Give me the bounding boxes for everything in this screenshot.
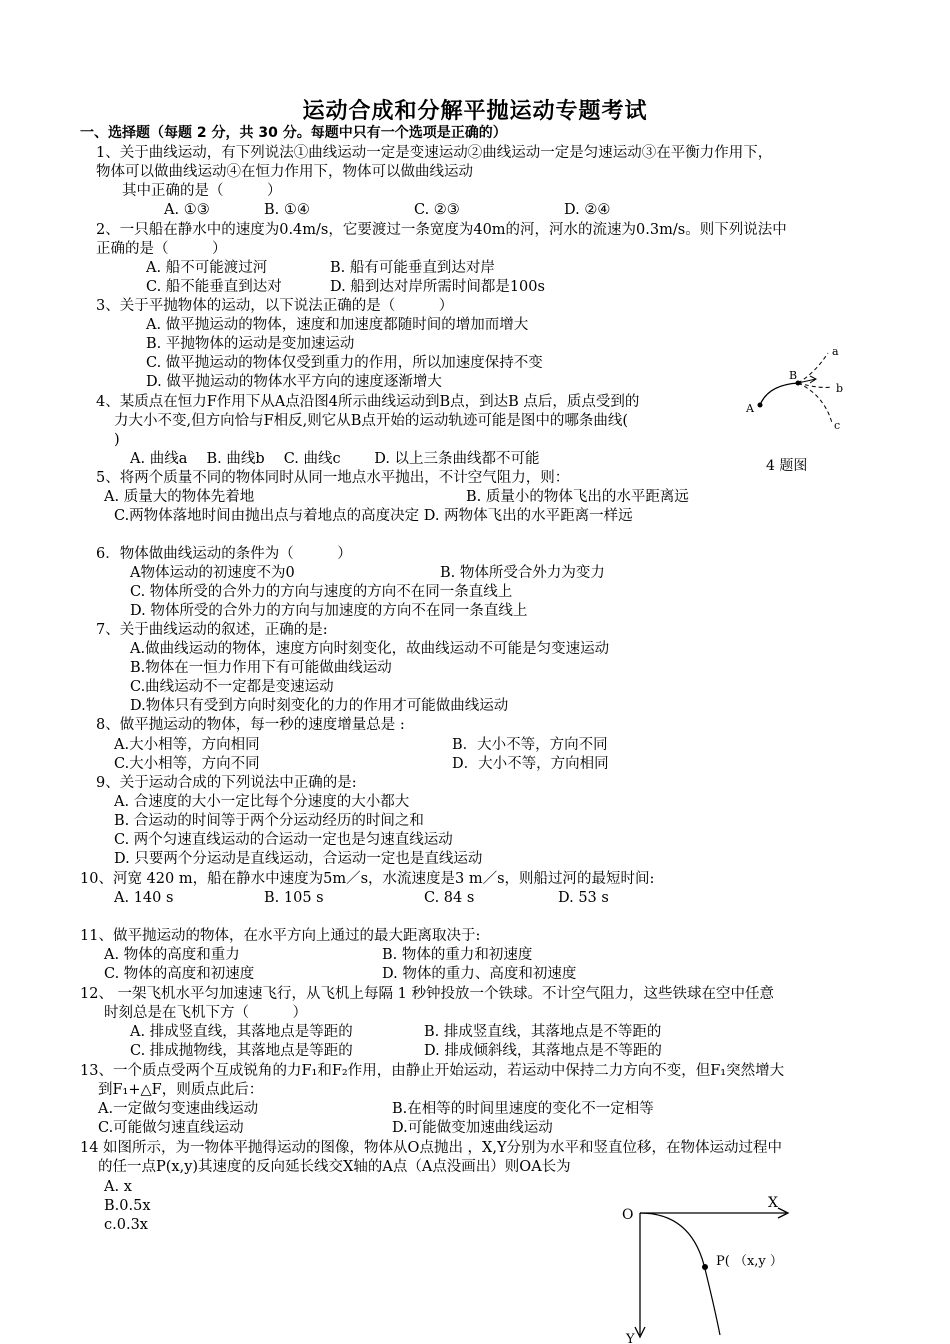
- q6-option-c: C. 物体所受的合外力的方向与速度的方向不在同一条直线上: [130, 584, 513, 600]
- q3-option-b: B. 平抛物体的运动是变加速运动: [146, 336, 355, 352]
- point-p: [702, 1264, 708, 1270]
- q14-option-a: A. x: [104, 1179, 132, 1195]
- label-curve-c: c: [834, 419, 841, 432]
- q8-option-a: A.大小相等，方向相同: [114, 737, 260, 753]
- q13-option-d: D.可能做变加速曲线运动: [392, 1120, 553, 1136]
- q12-stem-line1: 12、 一架飞机水平匀加速速飞行，从飞机上每隔 1 秒钟投放一个铁球。不计空气阻力，这些铁球在空中任意: [80, 986, 774, 1002]
- q2-option-a: A. 船不可能渡过河: [146, 260, 268, 276]
- q11-option-c: C. 物体的高度和初速度: [104, 966, 255, 982]
- page-title: 运动合成和分解平抛运动专题考试: [302, 99, 648, 124]
- q1-stem-line2: 物体可以做曲线运动④在恒力作用下，物体可以做曲线运动: [96, 164, 473, 180]
- q10-option-b: B. 105 s: [264, 890, 324, 906]
- q10-option-d: D. 53 s: [558, 890, 609, 906]
- q1-option-a: A. ①③: [164, 202, 210, 218]
- q9-option-b: B. 合运动的时间等于两个分运动经历的时间之和: [114, 813, 424, 829]
- q6-option-b: B. 物体所受合外力为变力: [440, 565, 605, 581]
- q12-option-b: B. 排成竖直线，其落地点是不等距的: [424, 1024, 662, 1040]
- q12-option-a: A. 排成竖直线，其落地点是等距的: [130, 1024, 353, 1040]
- q8-option-c: C.大小相等，方向不同: [114, 756, 260, 772]
- q12-stem-line2: 时刻总是在飞机下方（ ）: [104, 1005, 307, 1021]
- q13-option-b: B.在相等的时间里速度的变化不一定相等: [392, 1101, 654, 1117]
- q9-stem: 9、关于运动合成的下列说法中正确的是:: [96, 775, 357, 791]
- point-a: [758, 403, 763, 408]
- q14-option-b: B.0.5x: [104, 1198, 151, 1214]
- q5-option-b: B. 质量小的物体飞出的水平距离远: [466, 489, 689, 505]
- q3-option-a: A. 做平抛运动的物体，速度和加速度都随时间的增加而增大: [146, 317, 529, 333]
- q2-stem-line2: 正确的是（ ）: [96, 241, 227, 257]
- q10-option-c: C. 84 s: [424, 890, 475, 906]
- label-a-lower: A: [746, 402, 754, 415]
- q10-stem: 10、河宽 420 m，船在静水中速度为5m／s，水流速度是3 m／s，则船过河的最短时间:: [80, 871, 655, 887]
- q13-stem-line2: 到F₁+△F，则质点此后：: [98, 1082, 264, 1098]
- q13-option-c: C.可能做匀速直线运动: [98, 1120, 244, 1136]
- q1-stem-line1: 1、关于曲线运动，有下列说法①曲线运动一定是变速运动②曲线运动一定是匀速运动③在平衡力作用下，: [96, 145, 773, 161]
- q14-stem-line2: 的任一点P(x,y)其速度的反向延长线交X轴的A点（A点没画出）则OA长为: [98, 1159, 571, 1175]
- q7-option-d: D.物体只有受到方向时刻变化的力的作用才可能做曲线运动: [130, 698, 509, 714]
- q7-option-a: A.做曲线运动的物体，速度方向时刻变化，故曲线运动不可能是匀变速运动: [130, 641, 610, 657]
- curve-a: [798, 353, 828, 383]
- q9-option-a: A. 合速度的大小一定比每个分速度的大小都大: [114, 794, 410, 810]
- q14-option-c: c.0.3x: [104, 1217, 148, 1233]
- q10-option-a: A. 140 s: [114, 890, 174, 906]
- q14-stem-line1: 14 如图所示，为一物体平抛得运动的图像，物体从O点抛出 ，X,Y分别为水平和竖直位移，在物体运动过程中: [80, 1140, 783, 1156]
- q1-option-c: C. ②③: [414, 202, 460, 218]
- curve-a-to-b: [760, 383, 798, 405]
- q4-figure-caption: 4 题图: [766, 458, 808, 474]
- label-curve-b: b: [836, 382, 844, 395]
- q8-option-d: D．大小不等，方向相同: [452, 756, 609, 772]
- q9-option-d: D. 只要两个分运动是直线运动，合运动一定也是直线运动: [114, 851, 483, 867]
- q3-option-d: D. 做平抛运动的物体水平方向的速度逐渐增大: [146, 374, 442, 390]
- q11-stem: 11、做平抛运动的物体，在水平方向上通过的最大距离取决于:: [80, 928, 481, 944]
- q8-stem: 8、做平抛运动的物体，每一秒的速度增量总是 :: [96, 717, 405, 733]
- section-heading: 一、选择题（每题 2 分，共 30 分。每题中只有一个选项是正确的）: [80, 125, 507, 141]
- q4-figure: [740, 345, 860, 435]
- q4-stem-line2: 力大小不变,但方向恰与F相反,则它从B点开始的运动轨迹可能是图中的哪条曲线(: [114, 413, 629, 429]
- q2-stem-line1: 2、一只船在静水中的速度为0.4m/s，它要渡过一条宽度为40m的河，河水的流速为0.3m/s。则下列说法中: [96, 222, 787, 238]
- q11-option-d: D. 物体的重力、高度和初速度: [382, 966, 577, 982]
- q1-option-d: D. ②④: [564, 202, 611, 218]
- q9-option-c: C. 两个匀速直线运动的合运动一定也是匀速直线运动: [114, 832, 453, 848]
- q7-option-c: C.曲线运动不一定都是变速运动: [130, 679, 334, 695]
- q13-stem-line1: 13、一个质点受两个互成锐角的力F₁和F₂作用，由静止开始运动，若运动中保持二力方向不变，但F₁突然增大: [80, 1063, 785, 1079]
- q1-option-b: B. ①④: [264, 202, 310, 218]
- q2-option-c: C. 船不能垂直到达对: [146, 279, 282, 295]
- label-b-upper: B: [789, 369, 798, 382]
- q13-option-a: A.一定做匀变速曲线运动: [98, 1101, 259, 1117]
- trajectory-curve: [640, 1213, 720, 1335]
- label-point-p: P( （x,y ）: [716, 1254, 783, 1269]
- label-x-axis: X: [768, 1195, 778, 1211]
- q4-stem-line1: 4、某质点在恒力F作用下从A点沿图4所示曲线运动到B点，到达B 点后，质点受到的: [96, 394, 640, 410]
- q3-stem: 3、关于平抛物体的运动，以下说法正确的是（ ）: [96, 298, 454, 314]
- q2-option-d: D. 船到达对岸所需时间都是100s: [330, 279, 545, 295]
- q5-stem: 5、将两个质量不同的物体同时从同一地点水平抛出，不计空气阻力，则：: [96, 470, 570, 486]
- label-y-axis: Y: [626, 1332, 635, 1344]
- q12-option-c: C. 排成抛物线，其落地点是等距的: [130, 1043, 353, 1059]
- q2-option-b: B. 船有可能垂直到达对岸: [330, 260, 495, 276]
- q6-option-d: D. 物体所受的合外力的方向与加速度的方向不在同一条直线上: [130, 603, 528, 619]
- q3-option-c: C. 做平抛运动的物体仅受到重力的作用，所以加速度保持不变: [146, 355, 543, 371]
- q6-stem: 6．物体做曲线运动的条件为（ ）: [96, 546, 352, 562]
- q11-option-a: A. 物体的高度和重力: [104, 947, 240, 963]
- q7-stem: 7、关于曲线运动的叙述，正确的是:: [96, 622, 328, 638]
- q5-option-a: A. 质量大的物体先着地: [104, 489, 255, 505]
- q4-options: A. 曲线a B. 曲线b C. 曲线c D. 以上三条曲线都不可能: [130, 451, 540, 467]
- q1-stem-line3: 其中正确的是（ ）: [122, 183, 282, 199]
- q11-option-b: B. 物体的重力和初速度: [382, 947, 533, 963]
- q8-option-b: B．大小不等，方向不同: [452, 737, 608, 753]
- q5-option-cd: C.两物体落地时间由抛出点与着地点的高度决定 D. 两物体飞出的水平距离一样远: [114, 508, 633, 524]
- curve-c: [798, 383, 832, 423]
- q14-figure: [610, 1195, 810, 1344]
- curve-b: [798, 383, 832, 388]
- q12-option-d: D. 排成倾斜线，其落地点是不等距的: [424, 1043, 662, 1059]
- label-curve-a: a: [832, 345, 839, 358]
- label-origin: O: [622, 1207, 634, 1223]
- q4-stem-line3: ): [114, 432, 120, 448]
- q7-option-b: B.物体在一恒力作用下有可能做曲线运动: [130, 660, 392, 676]
- q6-option-a: A物体运动的初速度不为0: [130, 565, 295, 581]
